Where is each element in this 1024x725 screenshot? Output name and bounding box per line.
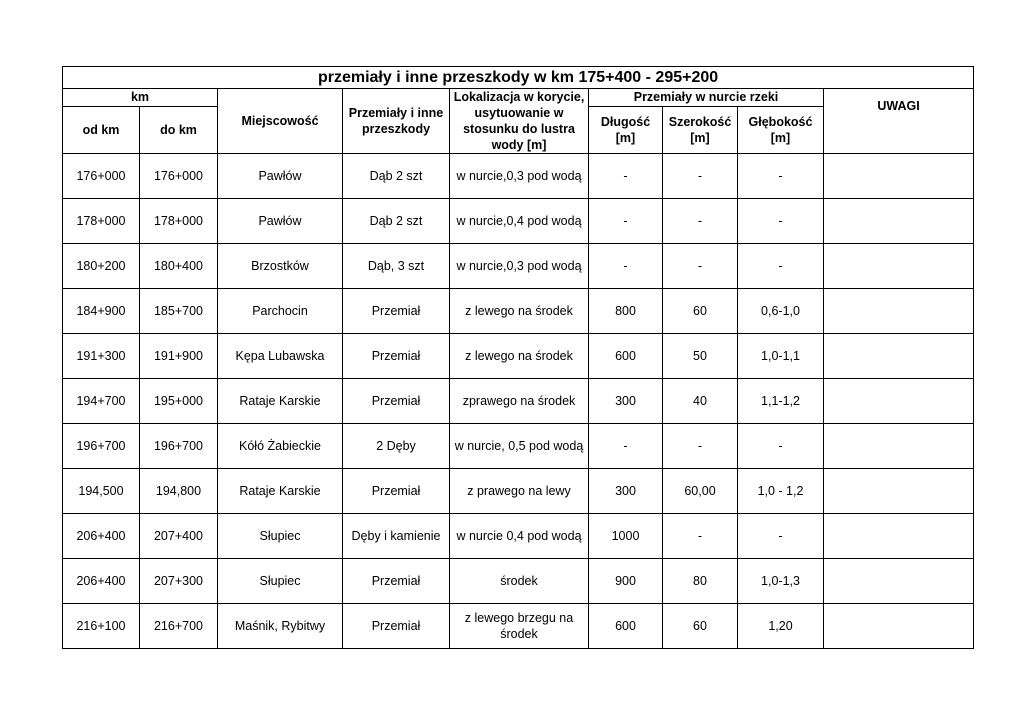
cell-dlugosc: -	[589, 199, 663, 244]
cell-od: 206+400	[63, 559, 140, 604]
cell-przeszkoda: Dęby i kamienie	[343, 514, 450, 559]
cell-uwagi	[824, 559, 974, 604]
table-row	[63, 379, 974, 424]
cell-dlugosc: 600	[589, 334, 663, 379]
cell-lokalizacja: w nurcie,0,3 pod wodą	[450, 244, 589, 289]
cell-od: 180+200	[63, 244, 140, 289]
cell-szerokosc: 60	[663, 289, 738, 334]
cell-szerokosc: 50	[663, 334, 738, 379]
cell-lokalizacja: w nurcie, 0,5 pod wodą	[450, 424, 589, 469]
cell-uwagi	[824, 334, 974, 379]
cell-uwagi	[824, 514, 974, 559]
cell-miejscowosc: Rataje Karskie	[218, 379, 343, 424]
cell-glebokosc: -	[738, 199, 824, 244]
header-szerokosc: Szerokość [m]	[663, 106, 738, 153]
cell-lokalizacja: zprawego na środek	[450, 379, 589, 424]
cell-dlugosc: 800	[589, 289, 663, 334]
cell-glebokosc: 1,20	[738, 604, 824, 649]
cell-przeszkoda: Przemiał	[343, 469, 450, 514]
cell-szerokosc: 80	[663, 559, 738, 604]
table-row	[63, 559, 974, 604]
cell-do: 195+000	[140, 379, 218, 424]
cell-przeszkoda: Dąb 2 szt	[343, 199, 450, 244]
cell-miejscowosc: Kępa Lubawska	[218, 334, 343, 379]
cell-przeszkoda: Przemiał	[343, 379, 450, 424]
cell-szerokosc: -	[663, 154, 738, 199]
cell-do: 185+700	[140, 289, 218, 334]
table-row	[63, 289, 974, 334]
cell-przeszkoda: Przemiał	[343, 334, 450, 379]
cell-glebokosc: 1,0 - 1,2	[738, 469, 824, 514]
cell-glebokosc: -	[738, 424, 824, 469]
cell-dlugosc: -	[589, 154, 663, 199]
cell-miejscowosc: Kółó Żabieckie	[218, 424, 343, 469]
cell-szerokosc: -	[663, 199, 738, 244]
table-row	[63, 514, 974, 559]
table-row	[63, 424, 974, 469]
header-od-km: od km	[63, 106, 140, 153]
cell-przeszkoda: Dąb, 3 szt	[343, 244, 450, 289]
cell-szerokosc: -	[663, 514, 738, 559]
header-lokalizacja: Lokalizacja w korycie, usytuowanie w stosunku do lustra wody [m]	[450, 89, 589, 154]
cell-miejscowosc: Brzostków	[218, 244, 343, 289]
cell-lokalizacja: z lewego brzegu na środek	[450, 604, 589, 649]
cell-glebokosc: 1,0-1,1	[738, 334, 824, 379]
cell-szerokosc: -	[663, 424, 738, 469]
cell-glebokosc: 1,1-1,2	[738, 379, 824, 424]
header-miejscowosc: Miejscowość	[218, 89, 343, 154]
cell-glebokosc: -	[738, 244, 824, 289]
cell-uwagi	[824, 424, 974, 469]
cell-od: 178+000	[63, 199, 140, 244]
cell-szerokosc: 60,00	[663, 469, 738, 514]
header-uwagi: UWAGI	[824, 89, 974, 154]
table-row	[63, 469, 974, 514]
table-row	[63, 199, 974, 244]
cell-do: 178+000	[140, 199, 218, 244]
cell-lokalizacja: środek	[450, 559, 589, 604]
cell-lokalizacja: w nurcie,0,3 pod wodą	[450, 154, 589, 199]
cell-przeszkoda: Przemiał	[343, 604, 450, 649]
cell-uwagi	[824, 244, 974, 289]
cell-glebokosc: 0,6-1,0	[738, 289, 824, 334]
cell-od: 176+000	[63, 154, 140, 199]
cell-od: 191+300	[63, 334, 140, 379]
cell-miejscowosc: Słupiec	[218, 559, 343, 604]
obstacles-table	[62, 66, 974, 649]
header-do-km: do km	[140, 106, 218, 153]
table-row	[63, 604, 974, 649]
cell-od: 194+700	[63, 379, 140, 424]
header-glebokosc: Głębokość [m]	[738, 106, 824, 153]
cell-szerokosc: 60	[663, 604, 738, 649]
cell-lokalizacja: w nurcie,0,4 pod wodą	[450, 199, 589, 244]
cell-do: 191+900	[140, 334, 218, 379]
cell-przeszkoda: 2 Dęby	[343, 424, 450, 469]
cell-od: 194,500	[63, 469, 140, 514]
cell-miejscowosc: Parchocin	[218, 289, 343, 334]
cell-glebokosc: 1,0-1,3	[738, 559, 824, 604]
header-przemialy-group: Przemiały w nurcie rzeki	[589, 89, 824, 107]
cell-uwagi	[824, 604, 974, 649]
table-row	[63, 244, 974, 289]
cell-przeszkoda: Dąb 2 szt	[343, 154, 450, 199]
cell-do: 194,800	[140, 469, 218, 514]
cell-do: 196+700	[140, 424, 218, 469]
cell-dlugosc: 600	[589, 604, 663, 649]
cell-miejscowosc: Słupiec	[218, 514, 343, 559]
cell-dlugosc: -	[589, 424, 663, 469]
cell-przeszkoda: Przemiał	[343, 559, 450, 604]
header-dlugosc: Długość [m]	[589, 106, 663, 153]
cell-uwagi	[824, 469, 974, 514]
cell-od: 196+700	[63, 424, 140, 469]
cell-do: 216+700	[140, 604, 218, 649]
cell-od: 184+900	[63, 289, 140, 334]
table-title: przemiały i inne przeszkody w km 175+400 - 295+200	[63, 67, 974, 89]
cell-uwagi	[824, 379, 974, 424]
cell-uwagi	[824, 154, 974, 199]
cell-lokalizacja: z lewego na środek	[450, 334, 589, 379]
table-row	[63, 334, 974, 379]
cell-szerokosc: -	[663, 244, 738, 289]
header-km: km	[63, 89, 218, 107]
header-przeszkody: Przemiały i inne przeszkody	[343, 89, 450, 154]
cell-miejscowosc: Pawłów	[218, 199, 343, 244]
cell-do: 176+000	[140, 154, 218, 199]
cell-szerokosc: 40	[663, 379, 738, 424]
cell-od: 216+100	[63, 604, 140, 649]
cell-dlugosc: 300	[589, 469, 663, 514]
table-row	[63, 154, 974, 199]
cell-lokalizacja: z lewego na środek	[450, 289, 589, 334]
cell-miejscowosc: Maśnik, Rybitwy	[218, 604, 343, 649]
cell-miejscowosc: Rataje Karskie	[218, 469, 343, 514]
cell-miejscowosc: Pawłów	[218, 154, 343, 199]
cell-dlugosc: -	[589, 244, 663, 289]
cell-do: 207+400	[140, 514, 218, 559]
cell-dlugosc: 900	[589, 559, 663, 604]
cell-uwagi	[824, 199, 974, 244]
cell-glebokosc: -	[738, 514, 824, 559]
cell-lokalizacja: w nurcie 0,4 pod wodą	[450, 514, 589, 559]
cell-przeszkoda: Przemiał	[343, 289, 450, 334]
cell-dlugosc: 1000	[589, 514, 663, 559]
cell-do: 207+300	[140, 559, 218, 604]
cell-uwagi	[824, 289, 974, 334]
cell-dlugosc: 300	[589, 379, 663, 424]
cell-lokalizacja: z prawego na lewy	[450, 469, 589, 514]
cell-do: 180+400	[140, 244, 218, 289]
cell-od: 206+400	[63, 514, 140, 559]
cell-glebokosc: -	[738, 154, 824, 199]
